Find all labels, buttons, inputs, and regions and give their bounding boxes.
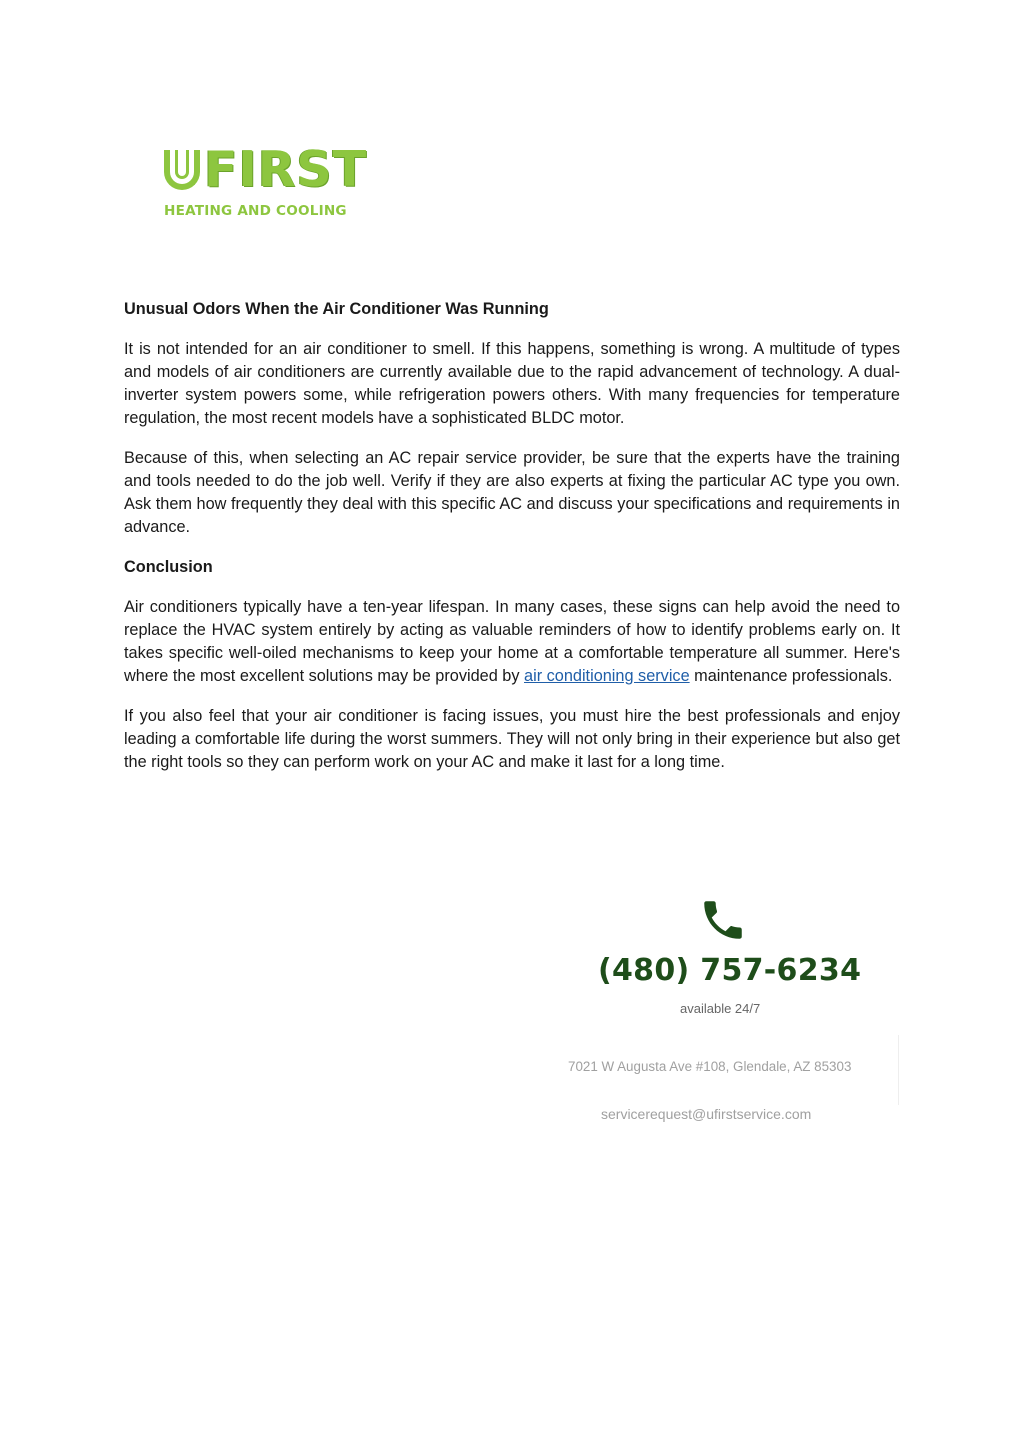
phone-icon [698, 895, 748, 945]
email-address[interactable]: servicerequest@ufirstservice.com [601, 1106, 812, 1122]
phone-number[interactable]: (480) 757-6234 [598, 953, 862, 988]
paragraph-conclusion-text: Air conditioners typically have a ten-year lifespan. In many cases, these signs can help avoid the need to replace the HVAC system entirely by acting as valuable reminders of how to identify problems early on. It takes specific well-oiled mechanisms to keep your home at a comfortable temperature all summer. Here's where the most excellent solutions may be provided by [124, 598, 900, 685]
contact-divider [898, 1035, 899, 1105]
paragraph-conclusion [124, 596, 900, 688]
section-heading-odors: Unusual Odors When the Air Conditioner Was Running [124, 300, 549, 318]
article-body [124, 298, 900, 791]
section-heading-conclusion: Conclusion [124, 558, 213, 576]
company-logo [164, 141, 414, 224]
logo-u-mark [164, 150, 200, 190]
logo-wordmark: FIRST [204, 141, 368, 198]
air-conditioning-service-link[interactable]: air conditioning service [524, 667, 690, 685]
paragraph-repair-provider: Because of this, when selecting an AC repair service provider, be sure that the experts have the training and tools needed to do the job well. Verify if they are also experts at fixing the particular AC type you own. Ask them how frequently they deal with this specific AC and discuss your specifications and requirements in advance. [124, 449, 900, 536]
address-text: 7021 W Augusta Ave #108, Glendale, AZ 85303 [568, 1059, 852, 1074]
paragraph-closing: If you also feel that your air conditioner is facing issues, you must hire the best professionals and enjoy leading a comfortable life during the worst summers. They will not only bring in their experience but also get the right tools so they can perform work on your AC and make it last for a long time. [124, 707, 900, 771]
logo-tagline: HEATING AND COOLING [164, 203, 347, 219]
availability-text: available 24/7 [680, 1001, 761, 1016]
paragraph-odors-intro: It is not intended for an air conditioner to smell. If this happens, something is wrong. A multitude of types and models of air conditioners are currently available due to the rapid advancement of technology. A dual-inverter system powers some, while refrigeration powers others. With many frequencies for temperature regulation, the most recent models have a sophisticated BLDC motor. [124, 340, 900, 427]
paragraph-conclusion-tail: maintenance professionals. [689, 667, 893, 685]
contact-block [560, 895, 900, 1135]
